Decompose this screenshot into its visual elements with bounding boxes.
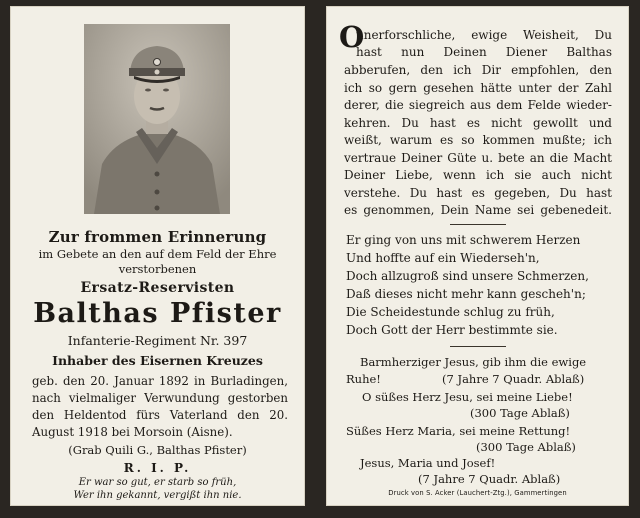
prayer-prose-line: hast nun Deinen Diener Balthas <box>356 45 612 59</box>
biography-line: den Heldentod fürs Vaterland den 20. <box>32 408 288 422</box>
indulgence-note: (7 Jahre 7 Quadr. Ablaß) <box>442 372 585 386</box>
short-prayer-line: Süßes Herz Maria, sei meine Rettung! <box>346 424 571 438</box>
divider-rule <box>450 224 506 225</box>
short-prayer-line: Jesus, Maria und Josef! <box>360 456 496 470</box>
deceased-name: Balthas Pfister <box>33 298 282 329</box>
prayer-prose-line: abberufen, den ich Dir empfohlen, den <box>344 63 612 77</box>
short-prayer-line: O süßes Herz Jesu, sei meine Liebe! <box>362 390 573 404</box>
memorial-saying-line-2: Wer ihn gekannt, vergißt ihn nie. <box>73 490 242 501</box>
prayer-intro-line-1: im Gebete an den auf dem Feld der Ehre <box>38 247 277 261</box>
prayer-prose-line: verstehe. Du hast es gegeben, Du hast <box>344 186 612 200</box>
grave-location: (Grab Quili G., Balthas Pfister) <box>68 443 247 457</box>
prayer-prose-line: vertraue Deiner Güte u. bete an die Macht <box>344 151 612 165</box>
memorial-card-back <box>326 6 629 506</box>
biography-line: August 1918 bei Morsoin (Aisne). <box>32 425 233 439</box>
verse-line: Doch Gott der Herr bestimmte sie. <box>346 323 558 337</box>
military-rank: Ersatz-Reservisten <box>80 280 235 296</box>
prayer-intro-line-2: verstorbenen <box>118 262 197 276</box>
prayer-prose-line: derer, die siegreich aus dem Felde wieder- <box>344 98 612 112</box>
prayer-prose-line: Deiner Liebe, wenn ich sie auch nicht <box>344 168 612 182</box>
prayer-prose-line: unerforschliche, ewige Weisheit, Du <box>356 28 612 42</box>
verse-line: Daß dieses nicht mehr kann gescheh'n; <box>346 287 586 301</box>
divider-rule <box>450 346 506 347</box>
verse-line: Und hoffte auf ein Wiederseh'n, <box>346 251 540 265</box>
drop-cap-letter: O <box>339 20 365 54</box>
memorial-title: Zur frommen Erinnerung <box>48 228 267 246</box>
prayer-prose-line: weißt, warum es so kommen mußte; ich <box>344 133 612 147</box>
prayer-prose-line: ich so gern gesehen hätte unter der Zahl <box>344 81 612 95</box>
short-prayer-line: Barmherziger Jesus, gib ihm die ewige <box>360 355 587 369</box>
memorial-saying-line-1: Er war so gut, er starb so früh, <box>78 477 237 488</box>
biography-line: nach vielmaliger Verwundung gestorben <box>32 391 288 405</box>
indulgence-note: (7 Jahre 7 Quadr. Ablaß) <box>418 472 561 486</box>
short-prayer-line: Ruhe! <box>346 372 381 386</box>
biography-line: geb. den 20. Januar 1892 in Burladingen, <box>32 374 288 388</box>
award-line: Inhaber des Eisernen Kreuzes <box>52 353 263 368</box>
prayer-prose-line: kehren. Du hast es nicht gewollt und <box>344 116 612 130</box>
verse-line: Er ging von uns mit schwerem Herzen <box>346 233 581 247</box>
printer-imprint: Druck von S. Acker (Lauchert-Ztg.), Gammertingen <box>388 489 567 497</box>
soldier-portrait-photo <box>84 24 230 214</box>
indulgence-note: (300 Tage Ablaß) <box>476 440 576 454</box>
prayer-prose-line: es genommen, Dein Name sei gebenedeit. <box>344 203 612 217</box>
indulgence-note: (300 Tage Ablaß) <box>470 406 570 420</box>
verse-line: Doch allzugroß sind unsere Schmerzen, <box>346 269 589 283</box>
regiment-line: Infanterie-Regiment Nr. 397 <box>67 333 248 348</box>
memorial-card-front <box>10 6 305 506</box>
rip-text: R. I. P. <box>123 461 192 475</box>
verse-line: Die Scheidestunde schlug zu früh, <box>346 305 555 319</box>
